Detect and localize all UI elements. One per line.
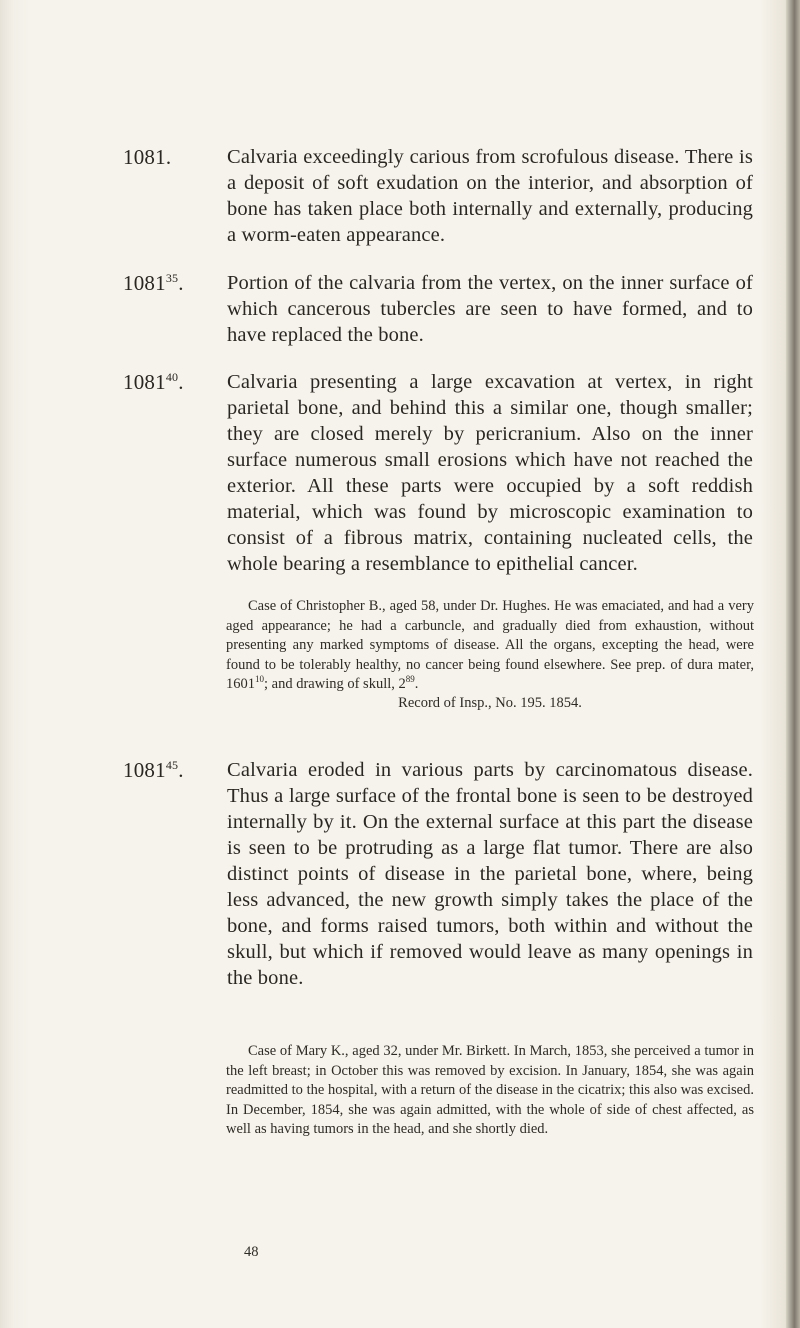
case-note: Case of Mary K., aged 32, under Mr. Birkett. In March, 1853, she perceived a tumor in the left breast; in October this was removed by excision. In January, 1854, she was again readmitted to the hospital, with a return of the disease in the cicatrix; this also was excised. In December, 1854, she was again admitted, with the whole of side of chest affected, as well as having tumors in the head, and she shortly died. xyxy=(226,1043,754,1137)
entry-number: 1081$^{40}$. xyxy=(123,370,184,394)
page-gutter xyxy=(0,0,14,1328)
entry-description: Portion of the calvaria from the vertex, on the inner surface of which cancerous tubercles are seen to have formed, and to have replaced the bone. xyxy=(227,272,753,346)
case-note: Case of Christopher B., aged 58, under Dr. Hughes. He was emaciated, and had a very aged appearance; he had a carbuncle, and gradually died from exhaustion, without presenting any marked symptoms of disease. All the organs, excepting the head, were found to be tolerably healthy, no cancer being found elsewhere. See prep. of dura mater, 1601$^{10}$; and drawing of skull, $2^{89}$. xyxy=(226,598,754,692)
entry-number: 1081$^{35}$. xyxy=(123,271,184,295)
entry-description: Calvaria exceedingly carious from scrofulous disease. There is a deposit of soft exudation on the interior, and absorption of bone has taken place both internally and externally, producing a worm-eaten appearance. xyxy=(227,146,753,246)
entry-number: 1081$^{45}$. xyxy=(123,758,184,782)
catalogue-entry xyxy=(123,369,753,577)
page-number: 48 xyxy=(244,1244,259,1260)
catalogue-entry xyxy=(123,144,753,248)
record-reference: Record of Insp., No. 195. 1854. xyxy=(398,695,582,711)
entry-description: Calvaria presenting a large excavation at vertex, in right parietal bone, and behind this a similar one, though smaller; they are closed merely by pericranium. Also on the inner surface numerous small erosions which have not reached the exterior. All these parts were occupied by a soft reddish material, which was found by microscopic examination to consist of a fibrous matrix, containing nucleated cells, the whole bearing a resemblance to epithelial cancer. xyxy=(227,371,753,575)
catalogue-entry xyxy=(123,757,753,991)
page-edge xyxy=(786,0,800,1328)
entry-description: Calvaria eroded in various parts by carcinomatous disease. Thus a large surface of the frontal bone is seen to be destroyed internally by it. On the external surface at this part the disease is seen to be protruding as a large flat tumor. There are also distinct points of disease in the parietal bone, where, being less advanced, the new growth simply takes the place of the bone, and forms raised tumors, both within and without the skull, but which if removed would leave as many openings in the bone. xyxy=(227,759,753,989)
catalogue-entry xyxy=(123,270,753,348)
entry-number: 1081. xyxy=(123,145,172,169)
